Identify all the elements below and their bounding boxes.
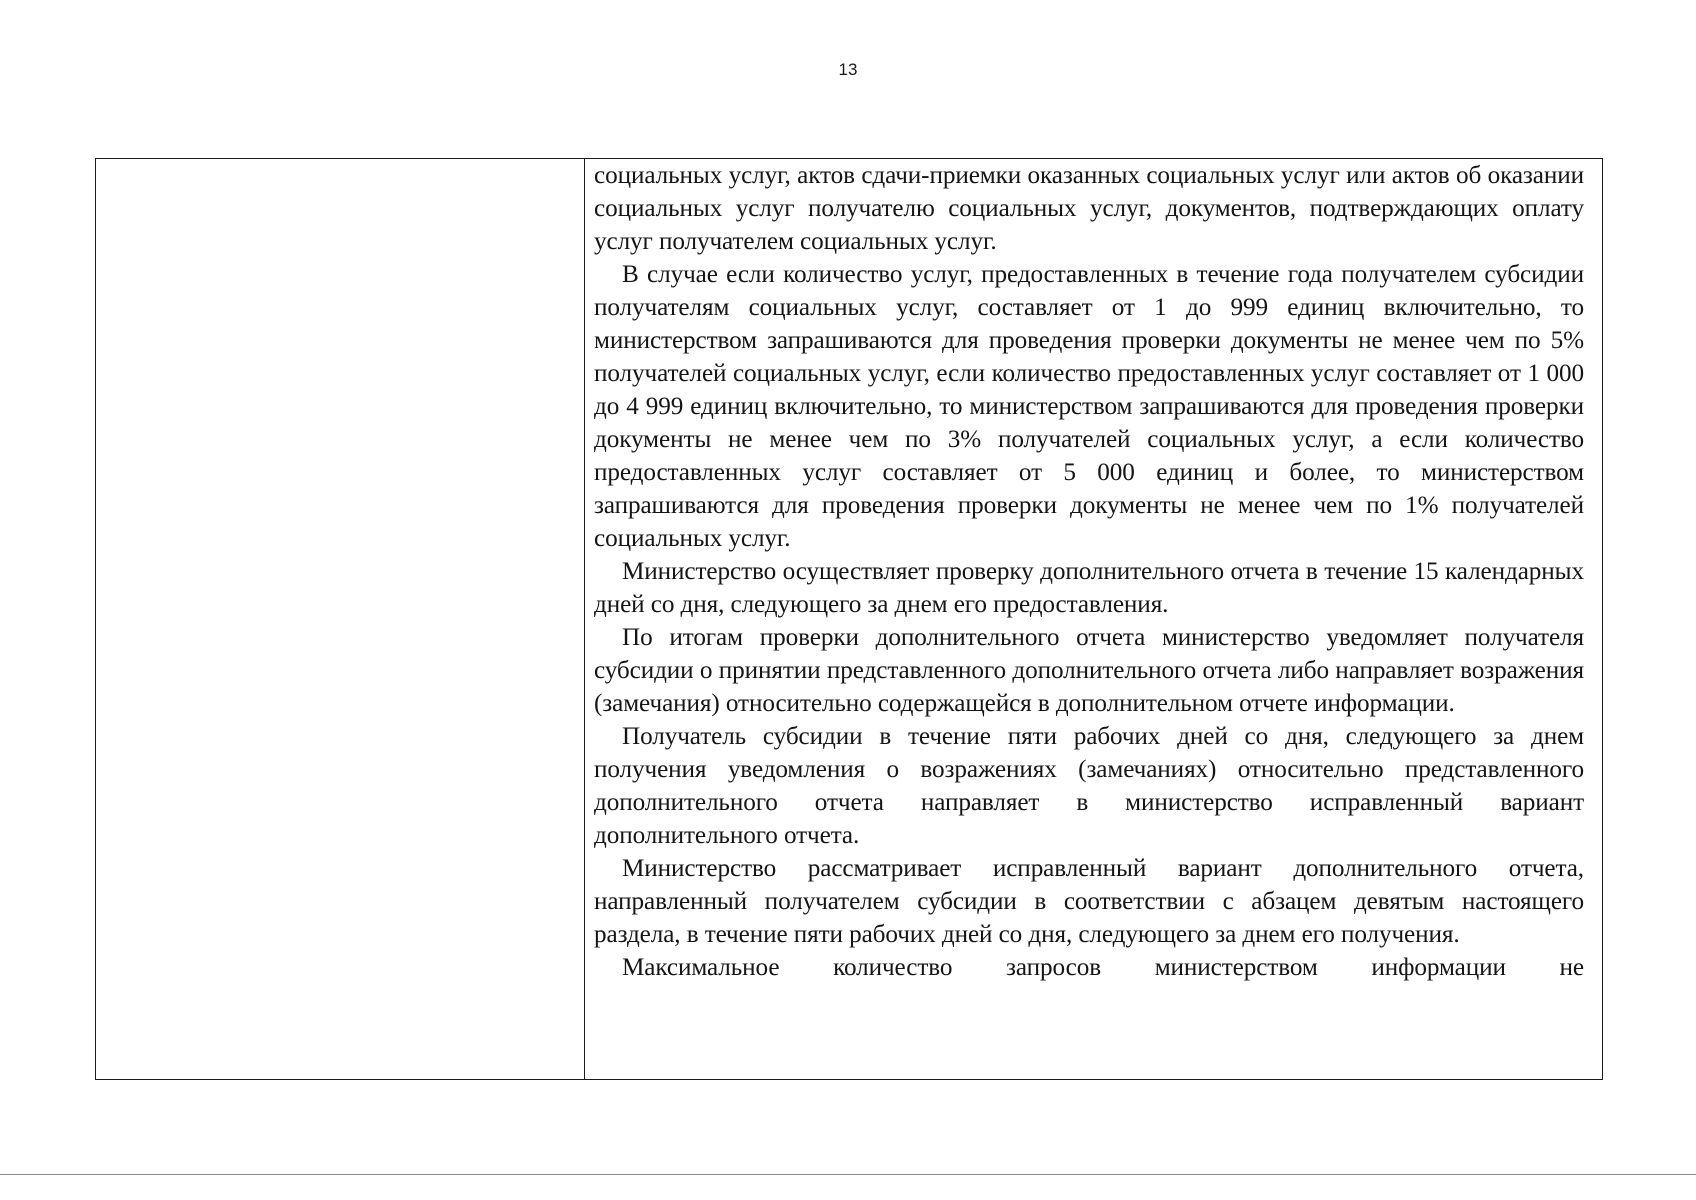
paragraph-check-results: По итогам проверки дополнительного отчета министерство уведомляет получателя субсидии о принятии представленного дополнительного отчета либо направляет возражения (замечания) относительно содержащейся в дополнительном отчете информации.	[594, 624, 1584, 717]
table-cell-right	[585, 159, 1602, 1079]
paragraph-corrected-report-review: Министерство рассматривает исправленный вариант дополнительного отчета, направленный получателем субсидии в соответствии с абзацем девятым настоящего раздела, в течение пяти рабочих дней со дня, следующего за днем его получения.	[594, 855, 1584, 948]
paragraph-continuation: социальных услуг, актов сдачи-приемки оказанных социальных услуг или актов об оказании социальных услуг получателю социальных услуг, документов, подтверждающих оплату услуг получателем социальных услуг.	[594, 162, 1584, 255]
table-cell-left	[96, 159, 585, 1079]
paragraph-verification-thresholds: В случае если количество услуг, предоставленных в течение года получателем субсидии получателям социальных услуг, составляет от 1 до 999 единиц включительно, то министерством запрашиваются для проведения проверки документы не менее чем по 5% получателей социальных услуг, если количество предоставленных услуг составляет от 1 000 до 4 999 единиц включительно, то министерством запрашиваются для проведения проверки документы не менее чем по 3% получателей социальных услуг, а если количество предоставленных услуг составляет от 5 000 единиц и более, то министерством запрашиваются для проведения проверки документы не менее чем по 1% получателей социальных услуг.	[594, 261, 1584, 552]
document-table	[95, 158, 1603, 1080]
paragraph-corrected-report-submission: Получатель субсидии в течение пяти рабочих дней со дня, следующего за днем получения уведомления о возражениях (замечаниях) относительно представленного дополнительного отчета направляет в министерство исправленный вариант дополнительного отчета.	[594, 723, 1584, 849]
paragraph-max-requests: Максимальное количество запросов министерством информации не	[622, 954, 1584, 981]
page-number: 13	[838, 60, 858, 79]
paragraph-report-check-period: Министерство осуществляет проверку дополнительного отчета в течение 15 календарных дней со дня, следующего за днем его предоставления.	[594, 558, 1584, 618]
bottom-rule	[0, 1174, 1696, 1175]
